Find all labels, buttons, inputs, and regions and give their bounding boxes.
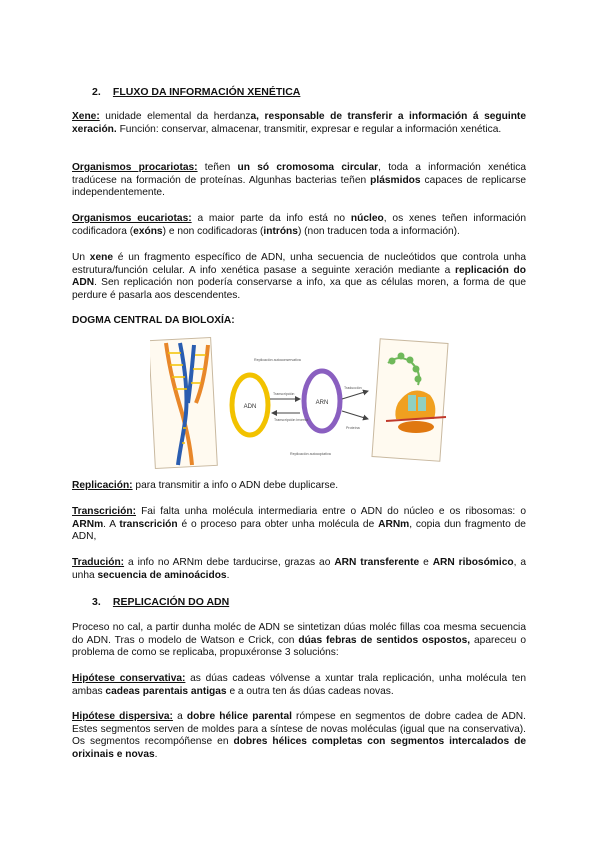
eucariotas-term: Organismos eucariotas: (72, 213, 192, 224)
xene-text-2: Función: conservar, almacenar, transmitir, expresar e regular a información xenética. (116, 123, 502, 135)
transcricion-bold-1: ARNm (72, 518, 104, 530)
xene-def-bold-1: xene (89, 252, 114, 263)
transcricion-paragraph (72, 506, 526, 544)
arrow2-label: Transcripción (273, 392, 295, 396)
procariotas-text-3: capaces de replicarse independentemente. (72, 174, 526, 199)
traducion-paragraph (72, 557, 526, 582)
procariotas-bold-2: plásmidos (370, 174, 421, 186)
traducion-text-2: e (419, 557, 433, 568)
arrow4-label: Transcripción inversa (274, 418, 309, 422)
eucariotas-bold-3: intróns (263, 225, 298, 237)
amino-acid (415, 376, 422, 383)
procariotas-paragraph (72, 162, 526, 200)
trna (418, 397, 426, 411)
xene-term: Xene: (72, 111, 100, 122)
dogma-heading: DOGMA CENTRAL DA BIOLOXÍA: (72, 315, 235, 326)
arrow1-label: Replicación autoconservativa (254, 358, 301, 362)
replicacion-text-1: para transmitir a info o ADN debe duplicarse. (132, 480, 339, 491)
transcricion-bold-2: transcrición (119, 518, 178, 530)
conservativa-paragraph (72, 673, 526, 698)
eucariotas-bold-1: núcleo (350, 213, 384, 224)
traducion-text-4: . (226, 569, 230, 581)
replicacion-paragraph (72, 480, 526, 493)
dispersiva-paragraph (72, 711, 526, 761)
arrow3-label: Traducción (344, 386, 362, 390)
protein-arrow (342, 411, 368, 419)
dispersiva-bold-1: dobre hélice parental (186, 711, 292, 722)
arn-label: ARN (315, 400, 329, 406)
transcricion-text-1: Fai falta unha molécula intermediaria entre o ADN do núcleo e os ribosomas: o (135, 506, 526, 517)
arrow5-label: Replicación autocopiativa (290, 452, 331, 456)
transcricion-bold-3: ARNm (378, 518, 410, 530)
dna-panel (150, 337, 217, 468)
traducion-bold-1: ARN transferente (334, 557, 420, 568)
traducion-text-3: , a unha (72, 557, 527, 581)
eucariotas-text-4: ) (non traducen toda a información). (297, 225, 460, 237)
prot-label: Proteína (346, 426, 360, 430)
proceso-bold-1: dúas febras de sentidos ospostos, (298, 634, 471, 646)
transcricion-text-3: é o proceso para obter unha molécula de (177, 518, 379, 530)
procariotas-text-1: teñen (197, 162, 238, 173)
conservativa-term: Hipótese conservativa: (72, 673, 186, 684)
eucariotas-text-3: ) e non codificadoras ( (162, 225, 264, 237)
section-2-title: FLUXO DA INFORMACIÓN XENÉTICA (112, 86, 301, 98)
procariotas-bold-1: un só cromosoma circular (237, 162, 379, 173)
section-3-title: REPLICACIÓN DO ADN (112, 596, 230, 608)
section-2-number: 2. (92, 86, 101, 98)
translation-arrow (342, 391, 368, 399)
section-2-heading (92, 86, 300, 98)
amino-acid (413, 366, 420, 373)
amino-acid (398, 353, 405, 360)
xene-def-text-1: Un (72, 252, 90, 263)
dispersiva-text-2: rómpese en segmentos de dobre cadea de ADN. Estes segmentos serven de moldes para a síntese de novas moléculas (igual que na conservativa). Os segmentos recompóñense en (72, 711, 526, 748)
xene-text-1: unidade elemental da herdanz (99, 111, 251, 122)
xene-def-bold-2: replicación do ADN (72, 264, 526, 289)
dispersiva-bold-2: dobres hélices completas con segmentos intercalados de orixinais e novas (72, 736, 526, 760)
dispersiva-text-3: . (154, 748, 158, 760)
dispersiva-term: Hipótese dispersiva: (72, 711, 173, 722)
conservativa-text-1: as dúas cadeas vólvense a xuntar trala replicación, unha molécula ten ambas (72, 673, 526, 697)
xene-def-text-2: é un fragmento específico de ADN, unha secuencia de nucleótidos que controla unha estrutura/función celular. A info xenética pasase a seguinte xeración mediante a (72, 252, 526, 276)
eucariotas-text-2: , os xenes teñen información codificadora ( (72, 213, 526, 237)
proceso-text-2: apareceu o problema de como se replicaba, propuxéronse 3 solucións: (72, 634, 527, 659)
proceso-text-1: Proceso no cal, a partir dunha moléc de ADN se sintetizan dúas moléc fillas coa mesma secuencia do ADN. Tras o modelo de Watson e Crick, con (72, 622, 526, 646)
eucariotas-bold-2: exóns (133, 225, 163, 237)
dna-label: ADN (243, 404, 257, 410)
transcricion-text-4: , copia dun fragmento de ADN, (72, 518, 526, 543)
procariotas-term: Organismos procariotas: (72, 162, 198, 173)
ribosome-small-subunit (398, 421, 434, 433)
eucariotas-paragraph (72, 213, 526, 238)
traducion-bold-3: secuencia de aminoácidos (97, 569, 227, 581)
transcricion-term: Transcrición: (72, 506, 136, 517)
trna (408, 395, 416, 411)
traducion-bold-2: ARN ribosómico (432, 557, 514, 568)
xene-definition-paragraph (72, 252, 526, 302)
conservativa-text-2: e a outra ten ás dúas cadeas novas. (226, 685, 394, 697)
traducion-term: Tradución: (72, 557, 125, 568)
amino-acid (407, 357, 414, 364)
xene-paragraph (72, 111, 526, 136)
dogma-central-figure (150, 333, 450, 473)
section-3-heading (92, 596, 229, 608)
procariotas-text-2: , toda a información xenética tradúcese na formación de proteínas. Algunhas bacterias teñen (72, 162, 527, 186)
dispersiva-text-1: a (172, 711, 187, 722)
transcricion-text-2: . A (103, 518, 120, 530)
traducion-text-1: a info no ARNm debe tarducirse, grazas ao (124, 557, 335, 568)
replicacion-term: Replicación: (72, 480, 133, 491)
section-3-number: 3. (92, 596, 101, 608)
xene-def-text-3: . Sen replicación non podería conservarse a info, xa que as células moren, a forma de que perdure é pasarla aos descendentes. (72, 277, 526, 301)
ribosome-panel (372, 339, 448, 461)
conservativa-bold-1: cadeas parentais antigas (105, 685, 227, 697)
eucariotas-text-1: a maior parte da info está no (191, 213, 351, 224)
amino-acid (389, 358, 396, 365)
proceso-paragraph (72, 622, 526, 660)
xene-bold-1: a, responsable de transferir a información á seguinte xeración. (72, 111, 526, 135)
